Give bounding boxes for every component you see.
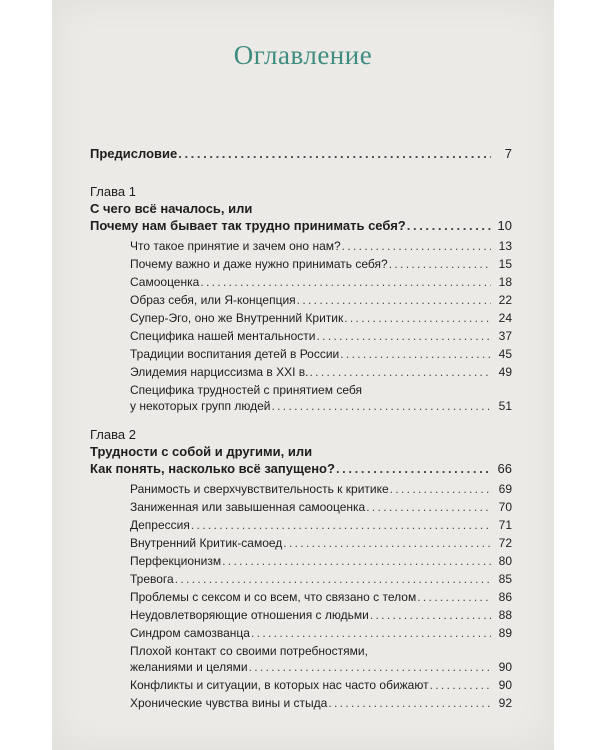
toc-page-number: 85 [498, 572, 512, 586]
toc-entry-section[interactable] [130, 399, 512, 413]
toc-entry-label: Как понять, насколько всё запущено? [90, 461, 335, 476]
toc-entry-label: желаниями и целями [130, 660, 248, 674]
toc-entry-label: Хронические чувства вины и стыда [130, 696, 328, 710]
toc-leader-dots [407, 218, 491, 233]
toc-entry-section-line1[interactable]: Плохой контакт со своими потребностями, [130, 644, 368, 658]
toc-entry-label: Супер-Эго, оно же Внутренний Критик [130, 311, 344, 325]
toc-entry-section[interactable] [130, 482, 512, 496]
toc-entry-section[interactable] [130, 518, 512, 532]
toc-leader-dots [297, 293, 491, 307]
toc-entry-label: Образ себя, или Я-концепция [130, 293, 296, 307]
toc-entry-label: Заниженная или завышенная самооценка [130, 500, 366, 514]
chapter-1-label: Глава 1 [90, 184, 136, 199]
toc-leader-dots [417, 590, 491, 604]
book-page [52, 0, 554, 750]
toc-entry-preface[interactable] [90, 146, 512, 161]
toc-leader-dots [390, 482, 491, 496]
toc-leader-dots [178, 146, 491, 161]
toc-entry-section[interactable] [130, 572, 512, 586]
toc-page-number: 7 [504, 146, 512, 161]
toc-entry-label: Предисловие [90, 146, 178, 161]
toc-page-number: 69 [498, 482, 512, 496]
toc-entry-label: Что такое принятие и зачем оно нам? [130, 239, 341, 253]
toc-page-number: 51 [498, 399, 512, 413]
toc-page-number: 10 [497, 218, 512, 233]
toc-page-number: 49 [498, 365, 512, 379]
toc-leader-dots [328, 696, 491, 710]
toc-page-number: 89 [498, 626, 512, 640]
toc-entry-section[interactable] [130, 678, 512, 692]
toc-entry-section[interactable] [130, 239, 512, 253]
toc-leader-dots [249, 660, 491, 674]
toc-entry-section[interactable] [130, 626, 512, 640]
toc-entry-label: Почему важно и даже нужно принимать себя? [130, 257, 388, 271]
toc-leader-dots [310, 365, 492, 379]
toc-entry-label: Неудовлетворяющие отношения с людьми [130, 608, 369, 622]
toc-page-number: 18 [498, 275, 512, 289]
toc-leader-dots [342, 239, 491, 253]
toc-page-number: 13 [498, 239, 512, 253]
toc-entry-section[interactable] [130, 365, 512, 379]
toc-page-number: 24 [498, 311, 512, 325]
toc-entry-section[interactable] [130, 536, 512, 550]
toc-entry-label: Конфликты и ситуации, в которых нас часто обижают [130, 678, 429, 692]
toc-page-number: 92 [498, 696, 512, 710]
chapter-1-title-line1: С чего всё началось, или [90, 201, 253, 216]
toc-entry-label: Перфекционизм [130, 554, 222, 568]
toc-leader-dots [271, 399, 491, 413]
toc-leader-dots [430, 678, 491, 692]
toc-entry-label: Традиции воспитания детей в России [130, 347, 340, 361]
toc-leader-dots [370, 608, 491, 622]
toc-leader-dots [175, 572, 491, 586]
toc-page-number: 86 [498, 590, 512, 604]
toc-page-number: 45 [498, 347, 512, 361]
toc-leader-dots [283, 536, 491, 550]
toc-entry-label: Внутренний Критик-самоед [130, 536, 283, 550]
toc-entry-section[interactable] [130, 696, 512, 710]
toc-entry-section[interactable] [130, 660, 512, 674]
toc-entry-section[interactable] [130, 293, 512, 307]
toc-leader-dots [222, 554, 491, 568]
toc-leader-dots [200, 275, 491, 289]
toc-page-number: 88 [498, 608, 512, 622]
toc-leader-dots [251, 626, 491, 640]
toc-entry-section[interactable] [130, 554, 512, 568]
toc-entry-section[interactable] [130, 311, 512, 325]
toc-entry-section[interactable] [130, 329, 512, 343]
toc-entry-label: Депрессия [130, 518, 190, 532]
toc-entry-label: Самооценка [130, 275, 200, 289]
toc-page-number: 66 [497, 461, 512, 476]
toc-leader-dots [191, 518, 491, 532]
toc-leader-dots [340, 347, 491, 361]
toc-page-number: 71 [498, 518, 512, 532]
toc-page-number: 90 [498, 660, 512, 674]
toc-leader-dots [317, 329, 492, 343]
toc-entry-label: Синдром самозванца [130, 626, 250, 640]
toc-page-number: 70 [498, 500, 512, 514]
toc-page-number: 90 [498, 678, 512, 692]
toc-entry-label: Тревога [130, 572, 174, 586]
toc-entry-label: Почему нам бывает так трудно принимать себя? [90, 218, 406, 233]
toc-page-number: 15 [498, 257, 512, 271]
toc-entry-label: Проблемы с сексом и со всем, что связано с телом [130, 590, 417, 604]
toc-entry-label: Элидемия нарциссизма в XXI в. [130, 365, 309, 379]
toc-entry-section-line1[interactable]: Специфика трудностей с принятием себя [130, 383, 362, 397]
toc-page-number: 72 [498, 536, 512, 550]
chapter-2-label: Глава 2 [90, 427, 136, 442]
toc-entry-label: Ранимость и сверхчувствительность к критике [130, 482, 389, 496]
toc-entry-section[interactable] [130, 347, 512, 361]
toc-leader-dots [336, 461, 491, 476]
toc-entry-label: Специфика нашей ментальности [130, 329, 316, 343]
toc-entry-section[interactable] [130, 500, 512, 514]
page-title: Оглавление [233, 40, 373, 70]
toc-page-number: 37 [498, 329, 512, 343]
toc-leader-dots [344, 311, 491, 325]
toc-page-number: 22 [498, 293, 512, 307]
toc-page-number: 80 [498, 554, 512, 568]
toc-entry-chapter-2[interactable] [90, 461, 512, 476]
toc-leader-dots [389, 257, 491, 271]
toc-entry-section[interactable] [130, 590, 512, 604]
toc-entry-chapter-1[interactable] [90, 218, 512, 233]
chapter-2-title-line1: Трудности с собой и другими, или [90, 444, 313, 459]
toc-leader-dots [366, 500, 491, 514]
toc-entry-section[interactable] [130, 608, 512, 622]
toc-entry-section[interactable] [130, 275, 512, 289]
toc-entry-label: у некоторых групп людей [130, 399, 271, 413]
toc-entry-section[interactable] [130, 257, 512, 271]
